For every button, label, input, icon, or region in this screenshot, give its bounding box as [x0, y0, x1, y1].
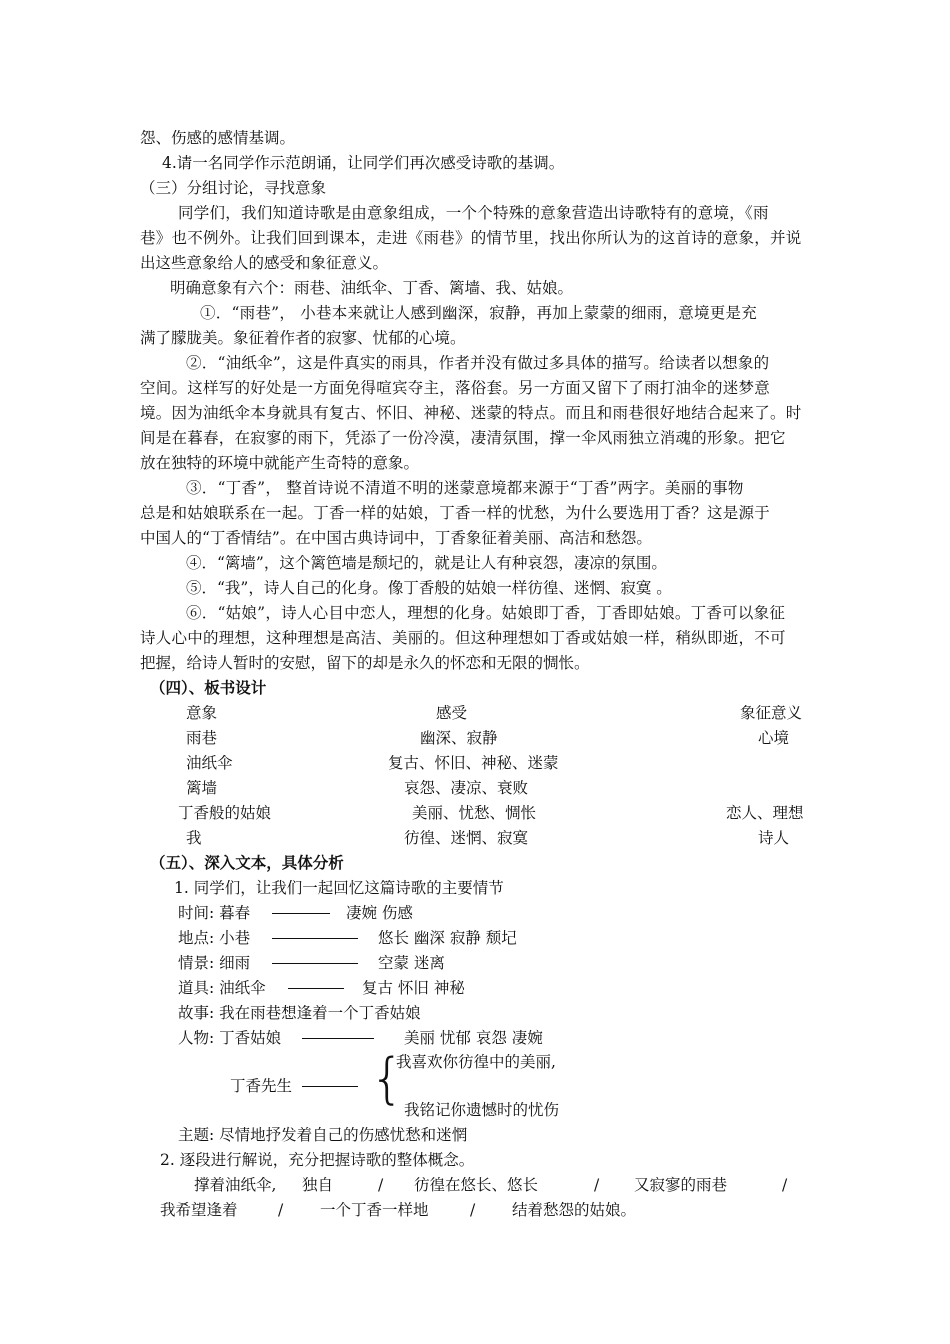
character-words: 美丽 忧郁 哀怨 凄婉: [404, 1029, 543, 1047]
paragraph-line: 巷》也不例外。让我们回到课本，走进《雨巷》的情节里，找出你所认为的这首诗的意象，并说: [140, 229, 802, 247]
section-heading: （五）、深入文本，具体分析: [150, 853, 344, 872]
table-cell: 恋人、理想: [726, 804, 804, 822]
pause-slash: /: [782, 1176, 788, 1194]
reading-segment: 独自: [302, 1176, 334, 1194]
scene-label: 情景: 细雨: [178, 954, 251, 972]
connector-line: [272, 963, 358, 964]
prop-words: 复古 怀旧 神秘: [362, 979, 465, 997]
table-cell: 雨巷: [186, 729, 218, 747]
connector-line: [302, 1086, 358, 1087]
reading-segment: 一个丁香一样地: [320, 1201, 429, 1219]
pause-slash: /: [594, 1176, 600, 1194]
image-item-4: ④．“篱墙”，这个篱笆墙是颓圮的，就是让人有种哀怨，凄凉的氛围。: [186, 554, 667, 572]
table-cell: 哀怨、凄凉、衰败: [404, 779, 529, 797]
section-heading: （三）分组讨论，寻找意象: [140, 179, 327, 197]
place-words: 悠长 幽深 寂静 颓圮: [378, 929, 517, 947]
table-header-image: 意象: [186, 704, 218, 722]
table-cell: 丁香般的姑娘: [178, 804, 272, 822]
reading-segment: 又寂寥的雨巷: [634, 1176, 728, 1194]
reading-segment: 结着愁怨的姑娘。: [512, 1201, 637, 1219]
time-label: 时间: 暮春: [178, 904, 251, 922]
pause-slash: /: [470, 1201, 476, 1219]
paragraph-line: 中国人的“丁香情结”。在中国古典诗词中，丁香象征着美丽、高洁和愁怨。: [140, 529, 652, 547]
paragraph-line: 出这些意象给人的感受和象征意义。: [140, 254, 389, 272]
theme-line: 主题: 尽情地抒发着自己的伤感忧愁和迷惘: [178, 1126, 468, 1144]
section-heading: （四）、板书设计: [150, 678, 267, 697]
reading-segment: 撑着油纸伞,: [194, 1176, 277, 1194]
paragraph-line: 空间。这样写的好处是一方面免得喧宾夺主，落俗套。另一方面又留下了雨打油伞的迷梦意: [140, 379, 771, 397]
paragraph-line: 诗人心中的理想，这种理想是高洁、美丽的。但这种理想如丁香或姑娘一样，稍纵即逝，不可: [140, 629, 786, 647]
story-line: 故事: 我在雨巷想逢着一个丁香姑娘: [178, 1004, 421, 1022]
table-cell: 复古、怀旧、神秘、迷蒙: [388, 754, 559, 772]
paragraph-line: 4.请一名同学作示范朗诵，让同学们再次感受诗歌的基调。: [162, 154, 565, 172]
image-item-1: ①．“雨巷”， 小巷本来就让人感到幽深，寂静，再加上蒙蒙的细雨，意境更是充: [200, 304, 758, 322]
reading-segment: 彷徨在悠长、悠长: [414, 1176, 539, 1194]
table-cell: 诗人: [758, 829, 790, 847]
paragraph-line: 1. 同学们，让我们一起回忆这篇诗歌的主要情节: [174, 879, 504, 897]
table-cell: 心境: [758, 729, 790, 747]
connector-line: [272, 938, 358, 939]
paragraph-line: 同学们，我们知道诗歌是由意象组成，一个个特殊的意象营造出诗歌特有的意境，《雨: [178, 204, 769, 222]
time-words: 凄婉 伤感: [346, 904, 413, 922]
table-cell: 油纸伞: [186, 754, 233, 772]
connector-line: [302, 1038, 374, 1039]
scene-words: 空蒙 迷离: [378, 954, 445, 972]
poet-label: 丁香先生: [230, 1077, 293, 1095]
connector-line: [288, 988, 344, 989]
pause-slash: /: [278, 1201, 284, 1219]
paragraph-line: 境。因为油纸伞本身就具有复古、怀旧、神秘、迷蒙的特点。而且和雨巷很好地结合起来了。时: [140, 404, 802, 422]
poet-line-2: 我铭记你遗憾时的忧伤: [404, 1101, 560, 1119]
place-label: 地点: 小巷: [178, 929, 251, 947]
paragraph-line: 总是和姑娘联系在一起。丁香一样的姑娘，丁香一样的忧愁，为什么要选用丁香？这是源于: [140, 504, 771, 522]
table-cell: 彷徨、迷惘、寂寞: [404, 829, 529, 847]
poet-line-1: 我喜欢你彷徨中的美丽,: [396, 1053, 556, 1071]
paragraph-line: 2. 逐段进行解说，充分把握诗歌的整体概念。: [160, 1151, 475, 1169]
paragraph-line: 明确意象有六个：雨巷、油纸伞、丁香、篱墙、我、姑娘。: [170, 279, 574, 297]
image-item-6: ⑥．“姑娘”，诗人心目中恋人，理想的化身。姑娘即丁香，丁香即姑娘。丁香可以象征: [186, 604, 786, 622]
paragraph-line: 放在独特的环境中就能产生奇特的意象。: [140, 454, 420, 472]
table-header-symbol: 象征意义: [740, 704, 803, 722]
table-cell: 我: [186, 829, 202, 847]
image-item-5: ⑤．“我”，诗人自己的化身。像丁香般的姑娘一样彷徨、迷惘、寂寞 。: [186, 579, 672, 597]
reading-segment: 我希望逢着: [160, 1201, 238, 1219]
paragraph-line: 怨、伤感的感情基调。: [140, 129, 296, 147]
table-header-feeling: 感受: [436, 704, 468, 722]
table-cell: 美丽、忧愁、惆怅: [412, 804, 537, 822]
pause-slash: /: [378, 1176, 384, 1194]
prop-label: 道具: 油纸伞: [178, 979, 266, 997]
connector-line: [272, 913, 330, 914]
image-item-2: ②．“油纸伞”，这是件真实的雨具，作者并没有做过多具体的描写。给读者以想象的: [186, 354, 770, 372]
paragraph-line: 间是在暮春，在寂寥的雨下，凭添了一份冷漠，凄清氛围，撑一伞风雨独立消魂的形象。把它: [140, 429, 786, 447]
table-cell: 幽深、寂静: [420, 729, 498, 747]
paragraph-line: 满了朦胧美。象征着作者的寂寥、忧郁的心境。: [140, 329, 466, 347]
character-label: 人物: 丁香姑娘: [178, 1029, 282, 1047]
image-item-3: ③．“丁香”， 整首诗说不清道不明的迷蒙意境都来源于“丁香”两字。美丽的事物: [186, 479, 744, 497]
paragraph-line: 把握，给诗人暂时的安慰，留下的却是永久的怀恋和无限的惆怅。: [140, 654, 590, 672]
table-cell: 篱墙: [186, 779, 218, 797]
brace-icon: {: [370, 1047, 405, 1110]
